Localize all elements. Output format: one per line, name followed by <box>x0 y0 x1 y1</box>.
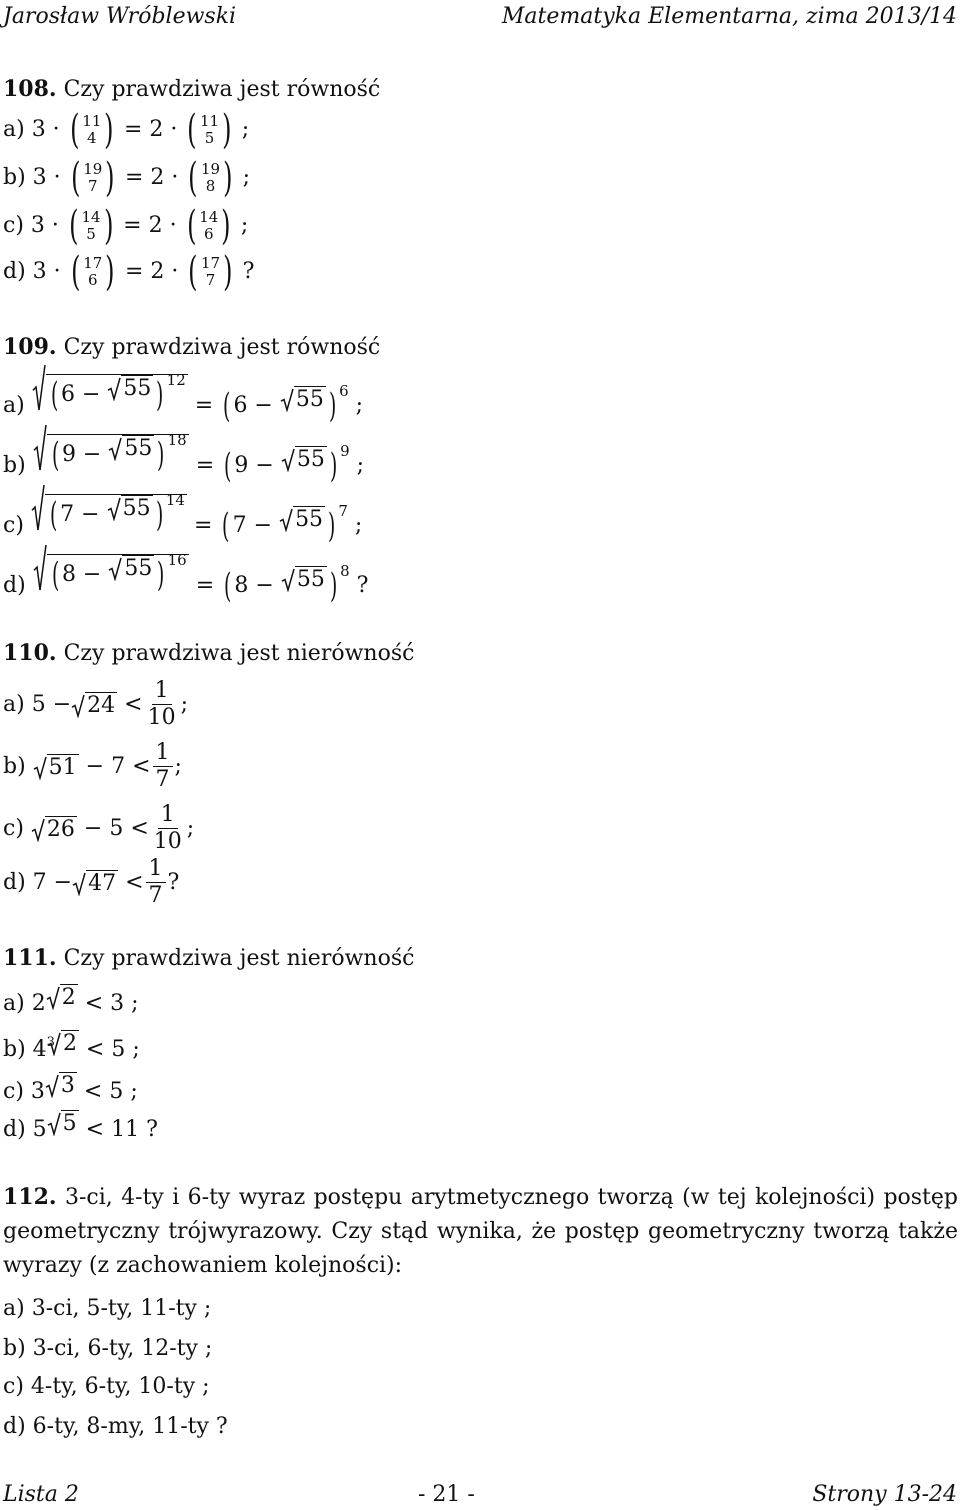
radicand <box>47 431 189 475</box>
item-end: ? <box>349 573 369 598</box>
problem-110-heading: 110. Czy prawdziwa jest nierówność <box>3 640 415 666</box>
paren: ) <box>105 155 115 201</box>
radicand: 5 <box>62 1111 77 1136</box>
radical-content <box>49 551 187 595</box>
paren: ) <box>155 495 163 535</box>
term: 7 − <box>60 502 107 527</box>
exponent: 7 <box>338 502 348 520</box>
problem-109-item <box>3 424 365 486</box>
binomial-stack <box>201 255 220 289</box>
paren: ) <box>223 155 233 201</box>
paren: ) <box>222 107 232 153</box>
fraction <box>153 740 173 793</box>
term: 8 − <box>61 562 109 587</box>
binomial-bottom: 6 <box>88 271 98 289</box>
binomial-top: 19 <box>200 160 221 178</box>
radicand <box>47 551 189 595</box>
item-end: ; <box>348 393 364 418</box>
item-end: ; <box>180 692 188 717</box>
item-end: ; <box>233 213 249 238</box>
paren: ( <box>51 435 59 475</box>
binomial-coefficient <box>66 203 116 249</box>
sqrt-sign <box>33 544 189 595</box>
item-label: c) 3 <box>3 1079 45 1104</box>
paren: ( <box>223 386 231 426</box>
binomial-coefficient <box>68 155 118 201</box>
binomial-coefficient <box>184 203 234 249</box>
paren: ( <box>224 446 232 486</box>
binomial-top: 14 <box>199 208 219 226</box>
sqrt-sign <box>107 495 153 521</box>
term: 8 − <box>234 573 281 598</box>
problem-109-item <box>3 484 363 546</box>
inequality: < 5 ; <box>76 1079 138 1104</box>
paren: ( <box>188 155 198 201</box>
radicand: 55 <box>295 387 324 412</box>
item-label: b) 3 · <box>3 165 68 190</box>
fraction <box>146 856 166 909</box>
binomial-coefficient <box>185 155 235 201</box>
header-course: Matematyka Elementarna, zima 2013/14 <box>501 4 957 29</box>
sqrt-sign <box>72 870 118 896</box>
paren: ( <box>224 566 232 606</box>
problem-108-item <box>3 155 251 201</box>
equals: = 2 · <box>117 259 186 284</box>
radicand: 55 <box>296 567 325 592</box>
numerator: 1 <box>158 802 178 829</box>
radicand: 3 <box>60 1073 75 1098</box>
sqrt-sign <box>33 754 79 780</box>
item-label: a) <box>3 1296 32 1321</box>
sqrt-sign <box>31 484 187 535</box>
item-label: a) 2 <box>3 991 46 1016</box>
term: − 7 <box>78 754 126 779</box>
binomial-top: 19 <box>83 160 103 178</box>
paren: ( <box>222 506 230 546</box>
problem-108-heading: 108. Czy prawdziwa jest równość <box>3 76 381 102</box>
sqrt-sign <box>33 424 189 475</box>
item-label: d) <box>3 1414 33 1439</box>
radicand: 51 <box>48 754 77 780</box>
paren: ( <box>50 375 58 415</box>
item-label: d) <box>3 870 33 895</box>
item-label: d) 3 · <box>3 259 68 284</box>
less-than: < <box>117 692 143 717</box>
item-end: ; <box>349 453 365 478</box>
exponent: 16 <box>167 551 187 569</box>
problem-112-item <box>3 1374 210 1399</box>
item-end: ? <box>235 259 255 284</box>
radical-content <box>48 371 186 415</box>
problem-112-item <box>3 1336 212 1361</box>
binomial-stack <box>83 255 102 289</box>
sqrt-sign <box>280 386 326 412</box>
item-label: a) <box>3 393 32 418</box>
exponent: 8 <box>340 562 350 580</box>
inequality: < 5 ; <box>78 1037 140 1062</box>
radicand: 55 <box>123 376 152 401</box>
term: 6 − <box>233 393 280 418</box>
item-text: 3-ci, 5-ty, 11-ty ; <box>31 1296 212 1321</box>
term: 9 − <box>234 453 281 478</box>
sqrt-sign <box>281 566 327 592</box>
fraction <box>145 678 179 731</box>
radicand: 2 <box>61 985 76 1010</box>
item-label: c) <box>3 816 31 841</box>
radicand <box>46 371 188 415</box>
denominator: 10 <box>153 829 182 854</box>
binomial-coefficient <box>184 107 234 153</box>
paren: ) <box>223 249 233 295</box>
page-number: - 21 - <box>418 1482 475 1507</box>
sqrt-sign <box>281 446 327 472</box>
item-label: c) <box>3 513 31 538</box>
binomial-stack <box>200 113 219 147</box>
sqrt-sign <box>46 984 78 1010</box>
problem-112-item <box>3 1414 228 1439</box>
item-end: ; <box>347 513 363 538</box>
binomial-stack <box>83 161 102 195</box>
numerator: 1 <box>152 678 172 705</box>
sqrt-sign <box>47 1110 79 1136</box>
item-end: ; <box>186 816 195 841</box>
problem-110-item <box>3 802 194 855</box>
binomial-bottom: 6 <box>203 225 214 243</box>
item-text: 4-ty, 6-ty, 10-ty ; <box>30 1374 210 1399</box>
fraction <box>151 802 185 855</box>
equals: = <box>186 513 220 538</box>
radicand: 26 <box>46 816 75 842</box>
problem-108-item <box>3 203 249 249</box>
paren: ( <box>186 203 197 249</box>
problem-111-heading: 111. Czy prawdziwa jest nierówność <box>3 945 415 971</box>
item-label: c) <box>3 1374 31 1399</box>
radicand: 2 <box>62 1031 77 1056</box>
term: 7 − <box>232 513 280 538</box>
equals: = 2 · <box>116 117 185 142</box>
denominator: 7 <box>155 767 170 792</box>
item-text: 6-ty, 8-my, 11-ty ? <box>32 1414 228 1439</box>
footer-list: Lista 2 <box>3 1482 79 1507</box>
paren: ( <box>68 203 79 249</box>
sqrt-sign <box>108 555 154 581</box>
binomial-top: 17 <box>83 254 103 272</box>
term: 9 − <box>61 442 109 467</box>
binomial-top: 11 <box>82 112 102 130</box>
paren: ( <box>70 155 81 201</box>
paren: ) <box>157 435 165 475</box>
inequality: < 3 ; <box>77 991 139 1016</box>
paren: ( <box>69 107 80 153</box>
problem-109-item <box>3 544 369 606</box>
problem-108-item <box>3 107 250 153</box>
binomial-stack <box>81 209 100 243</box>
header-author: Jarosław Wróblewski <box>3 4 237 29</box>
item-label: d) <box>3 573 33 598</box>
radicand: 55 <box>124 556 153 581</box>
binomial-bottom: 5 <box>86 225 96 243</box>
paren: ) <box>105 249 115 295</box>
item-text: 3-ci, 6-ty, 12-ty ; <box>32 1336 213 1361</box>
radicand: 24 <box>87 692 116 718</box>
problem-111-item <box>3 1072 138 1104</box>
item-end: ? <box>167 870 180 895</box>
binomial-stack <box>199 209 218 243</box>
binomial-coefficient <box>68 249 118 295</box>
problem-112-item <box>3 1296 211 1321</box>
binomial-top: 17 <box>200 254 221 272</box>
sqrt-sign <box>108 435 154 461</box>
paren: ) <box>221 203 231 249</box>
less-than: < <box>123 816 149 841</box>
radicand: 55 <box>122 496 151 521</box>
equals: = <box>188 453 222 478</box>
equals: = <box>188 573 222 598</box>
exponent: 9 <box>340 442 350 460</box>
sqrt-sign <box>71 692 117 718</box>
problem-109-item <box>3 364 364 426</box>
sqrt-sign <box>31 816 77 842</box>
less-than: < <box>118 870 144 895</box>
equals: = 2 · <box>117 165 186 190</box>
term: 5 − <box>31 692 72 717</box>
binomial-bottom: 5 <box>204 129 215 147</box>
binomial-bottom: 7 <box>88 177 98 195</box>
paren: ( <box>51 555 59 595</box>
exponent: 14 <box>165 491 185 509</box>
radicand: 55 <box>124 436 153 461</box>
item-label: a) <box>3 692 32 717</box>
term: − 5 <box>76 816 124 841</box>
paren: ( <box>188 249 198 295</box>
item-label: c) 3 · <box>3 213 66 238</box>
paren: ) <box>103 203 114 249</box>
paren: ) <box>156 375 164 415</box>
problem-111-item <box>3 1030 140 1062</box>
paren: ( <box>70 249 81 295</box>
radicand: 55 <box>296 447 325 472</box>
sqrt-sign <box>279 506 325 532</box>
binomial-coefficient <box>185 249 235 295</box>
radicand: 55 <box>295 507 324 532</box>
root-index: 3 <box>46 1035 55 1050</box>
binomial-stack <box>82 113 101 147</box>
paren: ) <box>329 446 338 486</box>
exponent: 18 <box>167 431 187 449</box>
numerator: 1 <box>146 856 166 883</box>
denominator: 7 <box>148 883 163 908</box>
paren: ) <box>328 386 337 426</box>
binomial-top: 11 <box>200 112 220 130</box>
term: 7 − <box>32 870 73 895</box>
item-label: b) 4 <box>3 1037 47 1062</box>
item-label: d) 5 <box>3 1117 47 1142</box>
binomial-coefficient <box>67 107 117 153</box>
equals: = <box>187 393 221 418</box>
problem-109-heading: 109. Czy prawdziwa jest równość <box>3 334 381 360</box>
footer-pages: Strony 13-24 <box>812 1482 957 1507</box>
problem-111-item <box>3 1110 158 1142</box>
exponent: 6 <box>339 382 349 400</box>
exponent: 12 <box>166 371 186 389</box>
paren: ) <box>328 506 336 546</box>
binomial-stack <box>201 161 220 195</box>
paren: ) <box>329 566 338 606</box>
term: 6 − <box>60 382 108 407</box>
paren: ) <box>157 555 165 595</box>
radical-content <box>49 431 187 475</box>
item-label: a) 3 · <box>3 117 67 142</box>
binomial-top: 14 <box>81 208 101 226</box>
problem-110-item <box>3 740 182 793</box>
problem-111-item <box>3 984 139 1016</box>
sqrt-sign <box>32 364 188 415</box>
binomial-bottom: 7 <box>205 271 216 289</box>
item-end: ; <box>234 117 250 142</box>
paren: ( <box>49 495 58 535</box>
sqrt-sign <box>107 375 153 401</box>
less-than: < <box>125 754 151 779</box>
item-label: b) <box>3 1336 33 1361</box>
inequality: < 11 ? <box>78 1117 158 1142</box>
paren: ( <box>187 107 197 153</box>
item-end: ; <box>174 754 182 779</box>
numerator: 1 <box>153 740 173 767</box>
item-end: ; <box>235 165 251 190</box>
item-label: b) <box>3 754 33 779</box>
paren: ) <box>104 107 114 153</box>
problem-112-text: 112. 3-ci, 4-ty i 6-ty wyraz postępu arytmetycznego tworzą (w tej kolejności) postęp geometryczny trójwyrazowy. Czy stąd wynika, że postęp geometryczny tworzą także wyrazy (z zachowaniem kolejności): <box>3 1184 959 1278</box>
problem-108-item <box>3 249 255 295</box>
radicand <box>45 491 187 535</box>
radicand: 47 <box>88 870 117 896</box>
binomial-bottom: 4 <box>87 129 97 147</box>
binomial-bottom: 8 <box>205 177 216 195</box>
sqrt-sign <box>45 1072 77 1098</box>
radical-content <box>47 491 185 535</box>
problem-110-item <box>3 856 179 909</box>
denominator: 10 <box>147 705 176 730</box>
item-label: b) <box>3 453 33 478</box>
problem-110-item <box>3 678 188 731</box>
equals: = 2 · <box>116 213 184 238</box>
